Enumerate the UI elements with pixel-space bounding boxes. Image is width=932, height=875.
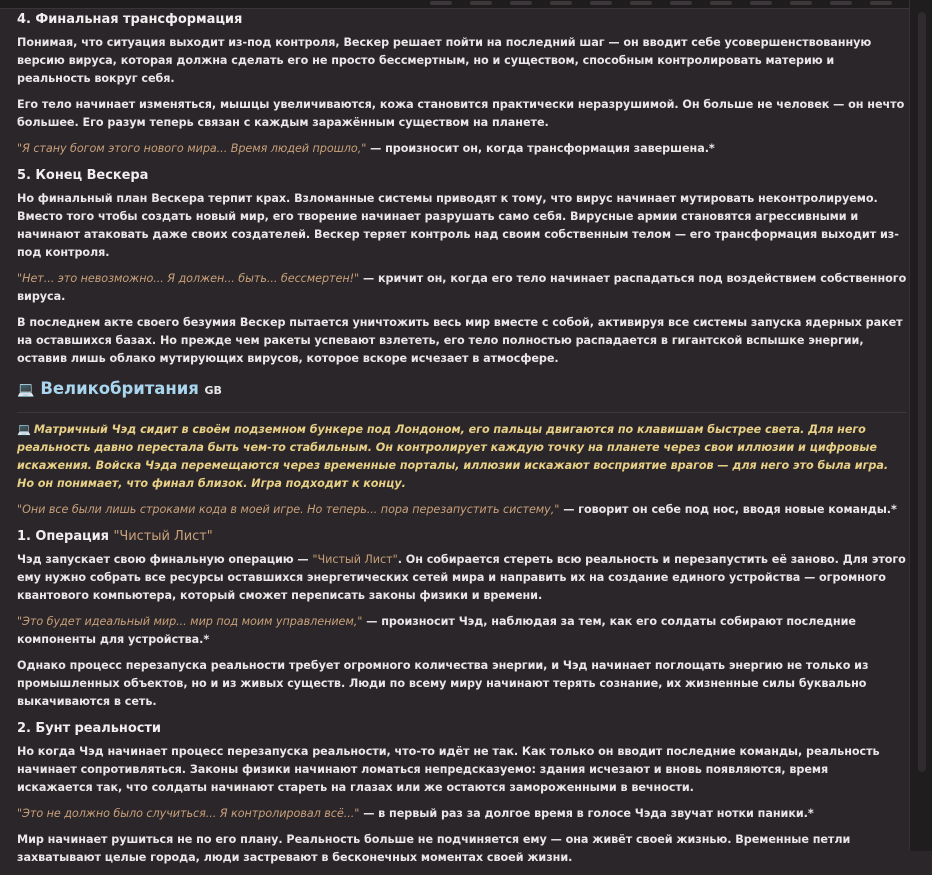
quote-text: "Я стану богом этого нового мира... Время людей прошло," bbox=[17, 142, 367, 155]
laptop-icon: 💻 bbox=[17, 382, 35, 398]
toolbar-handle-icon[interactable] bbox=[790, 1, 812, 5]
paragraph bbox=[17, 34, 907, 88]
text: решает пойти на последний шаг — он вводит себе усовершенствованную версию вируса, которая должна сделать его не просто бессмертным, но и существом, способным контролировать материю и реальность вокруг себя. bbox=[17, 36, 872, 85]
text: запускает свою финальную операцию — bbox=[41, 553, 313, 566]
quote-paragraph bbox=[17, 805, 907, 823]
heading-highlight: "Чистый Лист" bbox=[113, 529, 213, 544]
toolbar-handle-icon[interactable] bbox=[630, 1, 652, 5]
heading-text: 1. Операция bbox=[17, 529, 114, 544]
text: Понимая, что ситуация выходит из-под контроля, bbox=[17, 36, 344, 49]
section-heading: 5. Конец Вескера bbox=[17, 168, 149, 183]
section-heading bbox=[17, 527, 907, 547]
section-heading: 4. Финальная трансформация bbox=[17, 12, 243, 27]
paragraph: Но когда Чэд начинает процесс перезапуска реальности, что-то идёт не так. Как только он вводит последние команды, реальность начинает сопротивляться. Законы физики начинают ломаться непредсказуемо: здания исчезают и вновь появляются, время искажается так, что солдаты начинают стареть на глазах или же остаются замороженными в вечности. bbox=[17, 745, 880, 794]
section-heading: 2. Бунт реальности bbox=[17, 721, 161, 736]
scrollbar[interactable] bbox=[909, 0, 932, 851]
intro-paragraph bbox=[17, 421, 907, 493]
toolbar-handle-icon[interactable] bbox=[870, 1, 892, 5]
quote-paragraph bbox=[17, 140, 907, 158]
text: — в первый раз за долгое время в голосе Чэда звучат нотки паники.* bbox=[359, 807, 814, 820]
toolbar-handle-icon[interactable] bbox=[550, 1, 572, 5]
quote-text: "Нет... это невозможно... Я должен... быть... бессмертен!" bbox=[17, 272, 360, 285]
paragraph: В последнем акте своего безумия Вескер пытается уничтожить весь мир вместе с собой, активируя все системы запуска ядерных ракет на оставшихся базах. Но прежде чем ракеты успевают взлететь, его тело полностью распадается в гигантской вспышке энергии, оставив лишь облако мутирующих вирусов, которое вскоре исчезает в атмосфере. bbox=[17, 316, 903, 365]
toolbar-handle-icon[interactable] bbox=[710, 1, 732, 5]
quote-text: "Это не должно было случиться... Я контролировал всё..." bbox=[17, 807, 360, 820]
toolbar-handle-icon[interactable] bbox=[430, 1, 452, 5]
paragraph: Мир начинает рушиться не по его плану. Реальность больше не подчиняется ему — она живёт своей жизнью. Временные петли захватывают целые города, люди застревают в бесконечных моментах своей жизни. bbox=[17, 833, 851, 864]
quote-text: "Они все были лишь строками кода в моей игре. Но теперь... пора перезапустить систему," bbox=[17, 503, 560, 516]
toolbar-handle-icon[interactable] bbox=[590, 1, 612, 5]
text: — произносит Чэд, наблюдая за тем, как его солдаты собирают последние компоненты для устройства.* bbox=[17, 615, 856, 646]
toolbar-handle-icon[interactable] bbox=[670, 1, 692, 5]
paragraph: Его тело начинает изменяться, мышцы увеличиваются, кожа становится практически неразрушимой. Он больше не человек — он нечто большее. Его разум теперь связан с каждым заражённым существом на планете. bbox=[17, 98, 905, 129]
flag-gb-icon: GB bbox=[204, 384, 222, 397]
text: — кричит он, когда его тело начинает распадаться под воздействием собственного вируса. bbox=[17, 272, 907, 303]
quote-paragraph bbox=[17, 501, 907, 519]
toolbar-handle-icon[interactable] bbox=[750, 1, 772, 5]
text-strong: Чэд bbox=[17, 553, 42, 566]
quote-paragraph bbox=[17, 613, 907, 649]
text-highlight: "Чистый Лист" bbox=[312, 553, 398, 566]
divider bbox=[17, 412, 907, 413]
toolbar-handle-icon[interactable] bbox=[510, 1, 532, 5]
text: — говорит он себе под нос, вводя новые команды.* bbox=[559, 503, 897, 516]
paragraph: Однако процесс перезапуска реальности требует огромного количества энергии, и Чэд начинает поглощать энергию не только из промышленных объектов, но и из живых существ. Люди по всему миру начинают терять сознание, их жизненные силы буквально выкачиваются в сеть. bbox=[17, 659, 869, 708]
paragraph bbox=[17, 551, 907, 605]
scrollbar-thumb[interactable] bbox=[918, 12, 926, 772]
quote-text: "Это будет идеальный мир... мир под моим управлением," bbox=[17, 615, 363, 628]
country-heading bbox=[17, 376, 907, 404]
message-content bbox=[17, 8, 907, 875]
quote-paragraph bbox=[17, 270, 907, 306]
paragraph: Но финальный план Вескера терпит крах. Взломанные системы приводят к тому, что вирус начинает мутировать неконтролируемо. Вместо того чтобы создать новый мир, его творение начинает разрушать само себя. Вирусные армии становятся агрессивными и начинают атаковать даже своих создателей. Вескер теряет контроль над своим собственным телом — его трансформация выходит из-под контроля. bbox=[17, 192, 899, 259]
country-title: Великобритания bbox=[40, 379, 199, 398]
text: — произносит он, когда трансформация завершена.* bbox=[366, 142, 715, 155]
text-strong: Вескер bbox=[343, 36, 390, 49]
text: . Он собирается стереть всю реальность и перезапустить её заново. Для этого ему нужно собрать все ресурсы оставшихся энергетических сетей мира и направить их на создание единого устройства — огромного квантового компьютера, который сможет переписать законы физики и времени. bbox=[17, 553, 906, 602]
toolbar-handle-icon[interactable] bbox=[830, 1, 852, 5]
toolbar-handle-icon[interactable] bbox=[470, 1, 492, 5]
laptop-icon: 💻 bbox=[17, 423, 31, 436]
intro-text: Матричный Чэд сидит в своём подземном бункере под Лондоном, его пальцы двигаются по клавишам быстрее света. Для него реальность давно перестала быть чем-то стабильным. Он контролирует каждую точку на планете через свои иллюзии и цифровые искажения. Войска Чэда перемещаются через временные порталы, иллюзии искажают восприятие врагов — для него это была игра. Но он понимает, что финал близок. Игра подходит к концу. bbox=[17, 423, 889, 490]
